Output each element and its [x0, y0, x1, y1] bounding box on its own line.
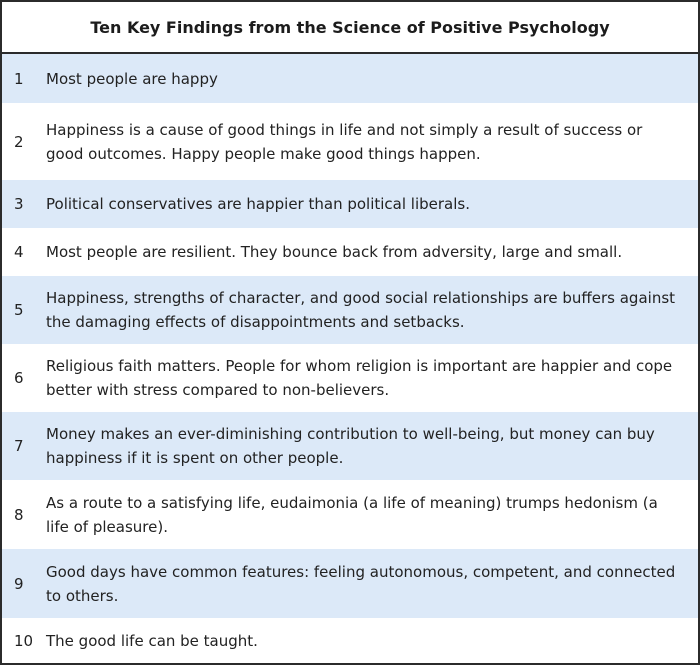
row-number: 4 [14, 243, 24, 261]
table-row [2, 480, 698, 549]
finding-text: Money makes an ever-diminishing contribution to well-being, but money can buy happiness if it is spent on other people. [46, 425, 655, 467]
finding-text: As a route to a satisfying life, eudaimonia (a life of meaning) trumps hedonism (a life of pleasure). [46, 493, 658, 536]
row-number: 1 [14, 69, 24, 88]
table-body [2, 54, 698, 663]
finding-text: Religious faith matters. People for whom religion is important are happier and cope better with stress compared to non-believers. [46, 357, 673, 399]
finding-text: Good days have common features: feeling autonomous, competent, and connected to others. [46, 562, 676, 605]
table-row [2, 276, 698, 344]
row-number: 8 [14, 505, 24, 524]
table-row [2, 103, 698, 180]
finding-text: Most people are resilient. They bounce back from adversity, large and small. [46, 243, 623, 261]
table-row [2, 228, 698, 276]
table-row [2, 54, 698, 103]
table-row [2, 618, 698, 663]
row-number: 5 [14, 301, 24, 319]
table-row [2, 549, 698, 618]
row-number: 7 [14, 437, 24, 455]
finding-text: Happiness is a cause of good things in life and not simply a result of success or good outcomes. Happy people make good things happen. [46, 120, 643, 163]
finding-text: The good life can be taught. [46, 631, 258, 650]
row-number: 3 [14, 195, 24, 213]
row-number: 2 [14, 132, 24, 151]
table-row [2, 344, 698, 412]
row-number: 9 [14, 574, 24, 593]
table-row [2, 180, 698, 228]
table-row [2, 412, 698, 480]
finding-text: Most people are happy [46, 69, 218, 88]
row-number: 6 [14, 369, 24, 387]
finding-text: Political conservatives are happier than political liberals. [46, 195, 470, 213]
row-number: 10 [14, 631, 34, 650]
table-title: Ten Key Findings from the Science of Positive Psychology [2, 2, 698, 54]
finding-text: Happiness, strengths of character, and good social relationships are buffers against the damaging effects of disappointments and setbacks. [46, 289, 676, 331]
